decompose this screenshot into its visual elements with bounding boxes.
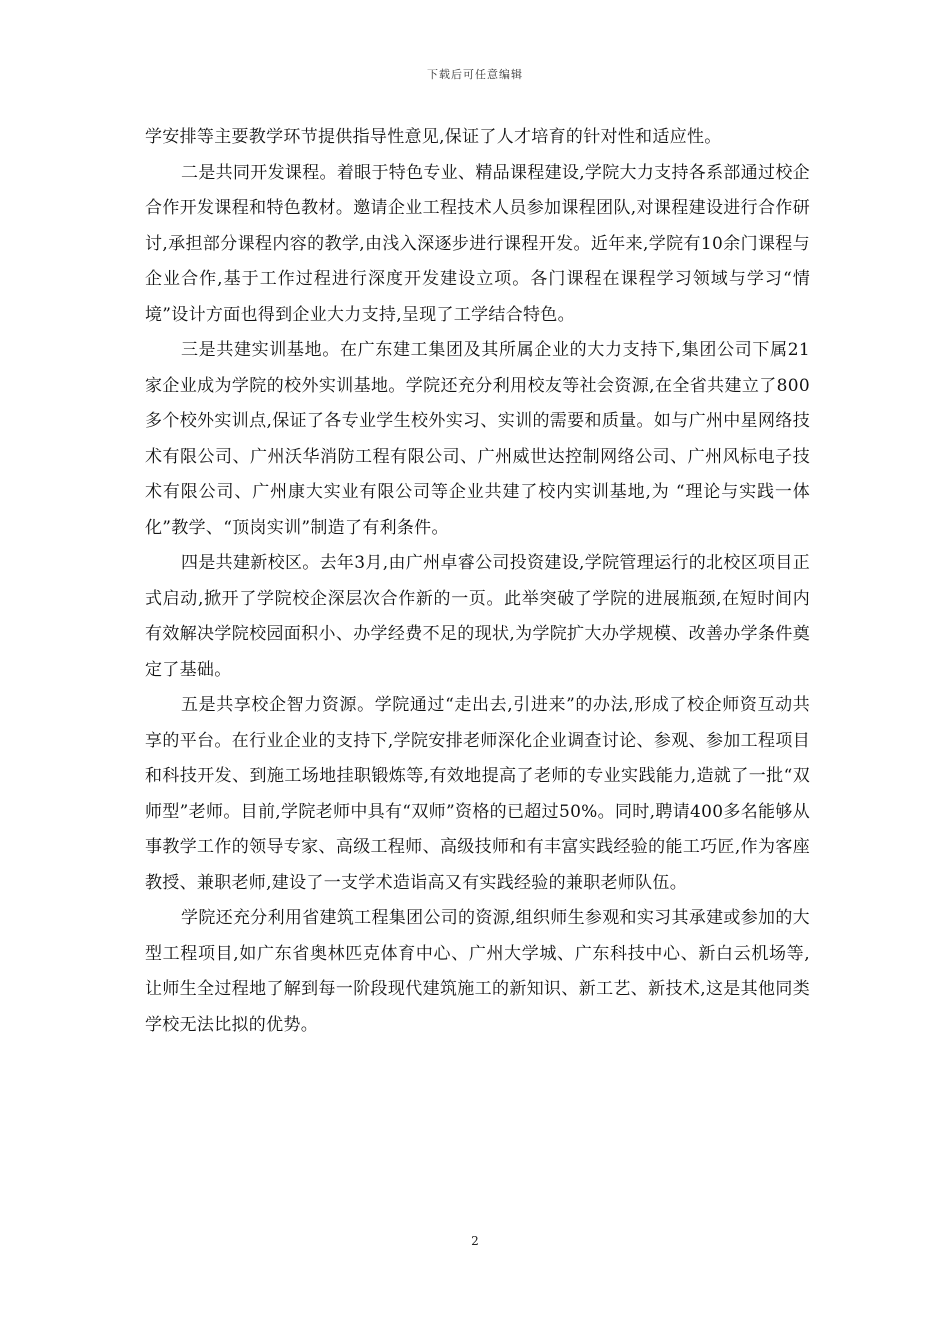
paragraph-joint-training-base: 三是共建实训基地。在广东建工集团及其所属企业的大力支持下,集团公司下属21家企业成为学院的校外实训基地。学院还充分利用校友等社会资源,在全省共建立了800多个校外实训点,保证了各专业学生校外实习、实训的需要和质量。如与广州中星网络技术有限公司、广州沃华消防工程有限公司、广州威世达控制网络公司、广州风标电子技术有限公司、广州康大实业有限公司等企业共建了校内实训基地,为 “理论与实践一体化”教学、“顶岗实训”制造了有利条件。 [145,340,810,538]
paragraph-shared-resources: 五是共享校企智力资源。学院通过“走出去,引进来”的办法,形成了校企师资互动共享的平台。在行业企业的支持下,学院安排老师深化企业调查讨论、参观、参加工程项目和科技开发、到施工场地挂职锻炼等,有效地提高了老师的专业实践能力,造就了一批“双师型”老师。目前,学院老师中具有“双师”资格的已超过50%。同时,聘请400多名能够从事教学工作的领导专家、高级工程师、高级技师和有丰富实践经验的能工巧匠,作为客座教授、兼职老师,建设了一支学术造诣高又有实践经验的兼职老师队伍。 [145,695,810,893]
paragraph-continuation: 学安排等主要教学环节提供指导性意见,保证了人才培育的针对性和适应性。 [145,127,722,147]
paragraph-new-campus: 四是共建新校区。去年3月,由广州卓睿公司投资建设,学院管理运行的北校区项目正式启动,掀开了学院校企深层次合作新的一页。此举突破了学院的进展瓶颈,在短时间内有效解决学院校园面积小、办学经费不足的现状,为学院扩大办学规模、改善办学条件奠定了基础。 [145,553,810,680]
page-number: 2 [471,1234,479,1248]
document-body [145,120,810,1043]
page-header: 下载后可任意编辑 [427,68,523,81]
paragraph-construction-group-resources: 学院还充分利用省建筑工程集团公司的资源,组织师生参观和实习其承建或参加的大型工程项目,如广东省奥林匹克体育中心、广州大学城、广东科技中心、新白云机场等,让师生全过程地了解到每一阶段现代建筑施工的新知识、新工艺、新技术,这是其他同类学校无法比拟的优势。 [145,908,810,1035]
paragraph-joint-course-development: 二是共同开发课程。着眼于特色专业、精品课程建设,学院大力支持各系部通过校企合作开发课程和特色教材。邀请企业工程技术人员参加课程团队,对课程建设进行合作研讨,承担部分课程内容的教学,由浅入深逐步进行课程开发。近年来,学院有10余门课程与企业合作,基于工作过程进行深度开发建设立项。各门课程在课程学习领域与学习“情境”设计方面也得到企业大力支持,呈现了工学结合特色。 [145,162,810,325]
